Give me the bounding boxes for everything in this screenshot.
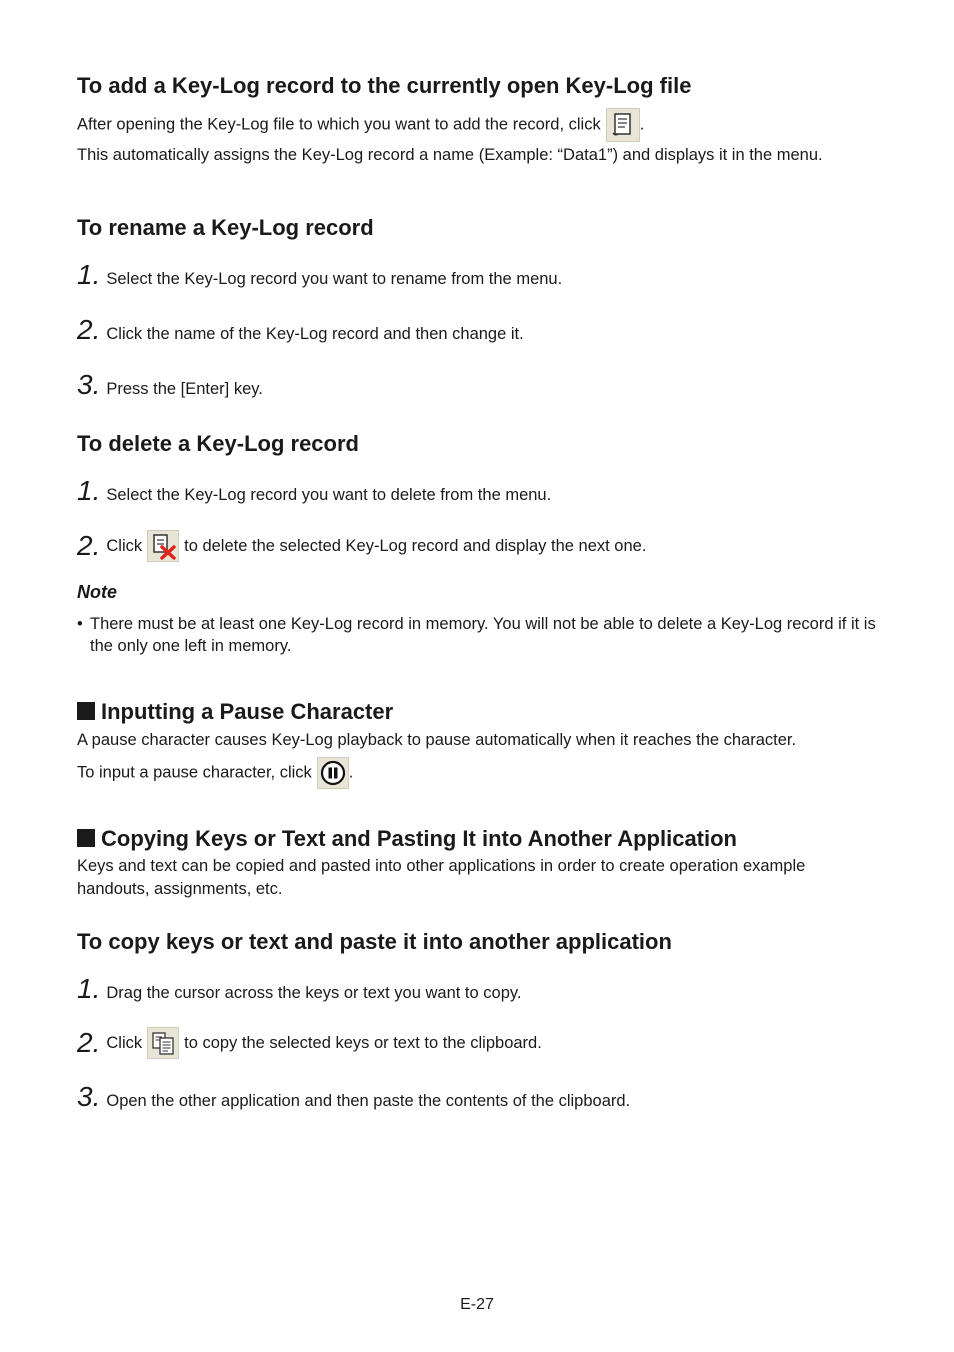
step-text-post: to delete the selected Key-Log record and display the next one. xyxy=(184,536,647,555)
copy-step-2 xyxy=(77,1027,542,1059)
rename-step-3 xyxy=(77,369,263,401)
rename-step-2 xyxy=(77,314,524,346)
step-text: Drag the cursor across the keys or text you want to copy. xyxy=(106,984,522,1002)
delete-record-icon-graphic xyxy=(148,531,178,561)
step-number: 2. xyxy=(77,314,101,345)
heading-delete-record: To delete a Key-Log record xyxy=(77,431,359,456)
step-number: 2. xyxy=(77,530,101,561)
step-text: Select the Key-Log record you want to delete from the menu. xyxy=(106,486,552,504)
heading-pause-character: Inputting a Pause Character xyxy=(77,699,393,725)
copy-step-3 xyxy=(77,1081,630,1113)
step-number: 1. xyxy=(77,475,101,506)
step-text: Click the name of the Key-Log record and then change it. xyxy=(106,325,524,343)
note-title: Note xyxy=(77,582,117,602)
section-square-icon xyxy=(77,829,95,847)
pause-icon[interactable] xyxy=(317,757,349,789)
step-text: Open the other application and then paste the contents of the clipboard. xyxy=(106,1092,631,1110)
step-text: Select the Key-Log record you want to rename from the menu. xyxy=(106,270,563,288)
step-number: 1. xyxy=(77,259,101,290)
step-text-pre: Click xyxy=(106,536,143,555)
page-number: E-27 xyxy=(460,1296,494,1313)
step-text-post: to copy the selected keys or text to the clipboard. xyxy=(184,1033,542,1052)
step-number: 3. xyxy=(77,369,101,400)
add-record-line1: After opening the Key-Log file to which you want to add the record, click . xyxy=(77,108,644,142)
copy-step-1 xyxy=(77,973,522,1005)
step-number: 2. xyxy=(77,1027,101,1058)
delete-step-2 xyxy=(77,530,646,562)
new-record-icon-graphic xyxy=(607,109,637,139)
copy-icon[interactable] xyxy=(147,1027,179,1059)
copy-icon-graphic xyxy=(148,1028,178,1058)
delete-step-1 xyxy=(77,475,551,507)
note-text: There must be at least one Key-Log record in memory. You will not be able to delete a Key-Log record if it is the only one left in memory. xyxy=(90,615,876,655)
new-record-icon[interactable] xyxy=(606,108,640,142)
step-text: Press the [Enter] key. xyxy=(106,380,263,398)
rename-step-1 xyxy=(77,259,562,291)
heading-copy-keys: To copy keys or text and paste it into another application xyxy=(77,929,672,954)
heading-add-record: To add a Key-Log record to the currently open Key-Log file xyxy=(77,73,692,98)
heading-copy-paste: Copying Keys or Text and Pasting It into Another Application xyxy=(77,826,737,852)
step-number: 1. xyxy=(77,973,101,1004)
delete-record-icon[interactable] xyxy=(147,530,179,562)
step-number: 3. xyxy=(77,1081,101,1112)
pause-line2: To input a pause character, click . xyxy=(77,757,353,789)
copy-paste-line1: Keys and text can be copied and pasted into other applications in order to create operation example handouts, assignments, etc. xyxy=(77,857,806,898)
note-bullet-item xyxy=(77,613,877,657)
bullet-glyph: • xyxy=(77,615,83,633)
add-record-line2: This automatically assigns the Key-Log record a name (Example: “Data1”) and displays it in the menu. xyxy=(77,146,823,164)
section-square-icon xyxy=(77,702,95,720)
pause-line1: A pause character causes Key-Log playback to pause automatically when it reaches the character. xyxy=(77,731,797,749)
step-text-pre: Click xyxy=(106,1033,143,1052)
heading-rename-record: To rename a Key-Log record xyxy=(77,215,374,240)
pause-icon-graphic xyxy=(318,758,348,788)
